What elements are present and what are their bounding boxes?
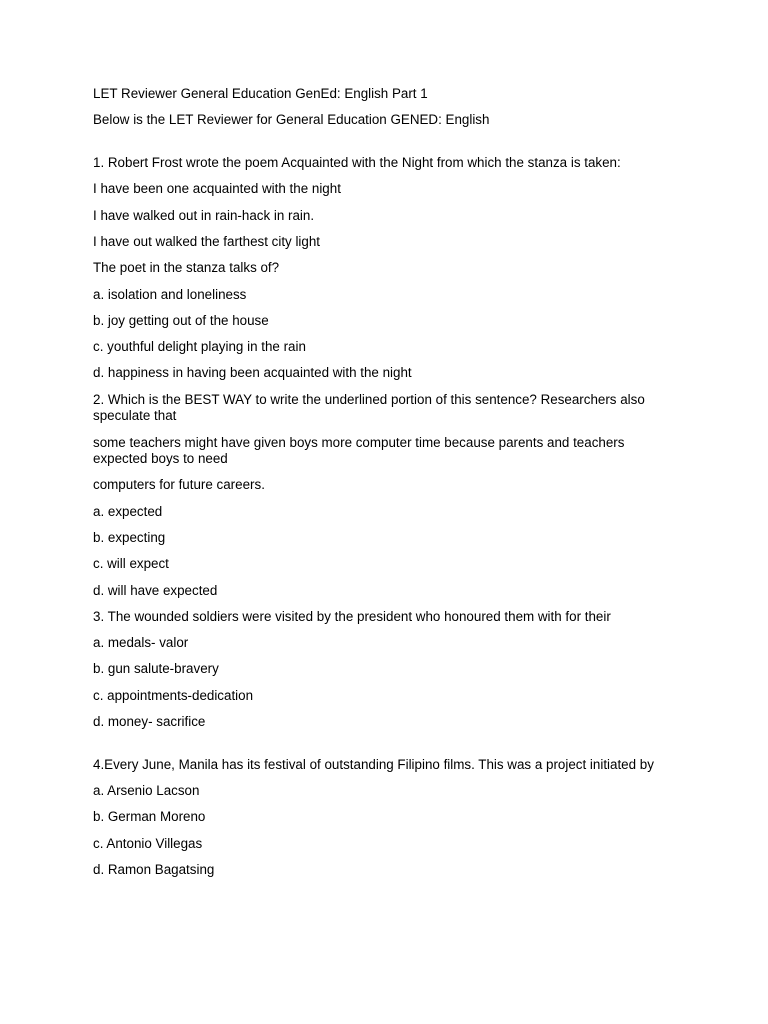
question-1-option-d: d. happiness in having been acquainted with the night (93, 365, 412, 381)
question-3-option-d: d. money- sacrifice (93, 714, 206, 730)
question-2-prompt-line-3: computers for future careers. (93, 477, 265, 493)
question-1-option-c: c. youthful delight playing in the rain (93, 339, 306, 355)
question-4-option-b: b. German Moreno (93, 809, 206, 825)
question-4-option-a: a. Arsenio Lacson (93, 783, 200, 799)
question-3-option-c: c. appointments-dedication (93, 687, 254, 703)
stanza-line-1: I have been one acquainted with the night (93, 181, 341, 197)
document-title: LET Reviewer General Education GenEd: English Part 1 (93, 86, 428, 101)
question-1-prompt: 1. Robert Frost wrote the poem Acquainted with the Night from which the stanza is taken: (93, 155, 621, 171)
document-body (93, 86, 678, 888)
question-3-prompt: 3. The wounded soldiers were visited by the president who honoured them with for their (93, 608, 611, 624)
document-intro: Below is the LET Reviewer for General Education GENED: English (93, 112, 490, 128)
question-2-prompt-line-2: some teachers might have given boys more computer time because parents and teachers expected boys to need (93, 434, 625, 467)
question-1-option-a: a. isolation and loneliness (93, 286, 247, 302)
question-2-option-b: b. expecting (93, 529, 166, 545)
spacer (93, 139, 678, 156)
question-1-question: The poet in the stanza talks of? (93, 260, 280, 276)
question-2-option-a: a. expected (93, 503, 163, 519)
stanza-line-3: I have out walked the farthest city light (93, 233, 321, 249)
question-1-option-b: b. joy getting out of the house (93, 312, 269, 328)
question-2-option-d: d. will have expected (93, 582, 218, 598)
question-4-prompt: 4.Every June, Manila has its festival of outstanding Filipino films. This was a project initiated by (93, 756, 654, 772)
spacer (93, 740, 678, 757)
question-2-prompt-line-1: 2. Which is the BEST WAY to write the underlined portion of this sentence? Researchers also speculate that (93, 391, 645, 424)
question-4-option-d: d. Ramon Bagatsing (93, 862, 215, 878)
question-3-option-b: b. gun salute-bravery (93, 661, 219, 677)
question-4-option-c: c. Antonio Villegas (93, 835, 203, 851)
question-2-option-c: c. will expect (93, 556, 169, 572)
stanza-line-2: I have walked out in rain-hack in rain. (93, 207, 315, 223)
question-3-option-a: a. medals- valor (93, 635, 189, 651)
